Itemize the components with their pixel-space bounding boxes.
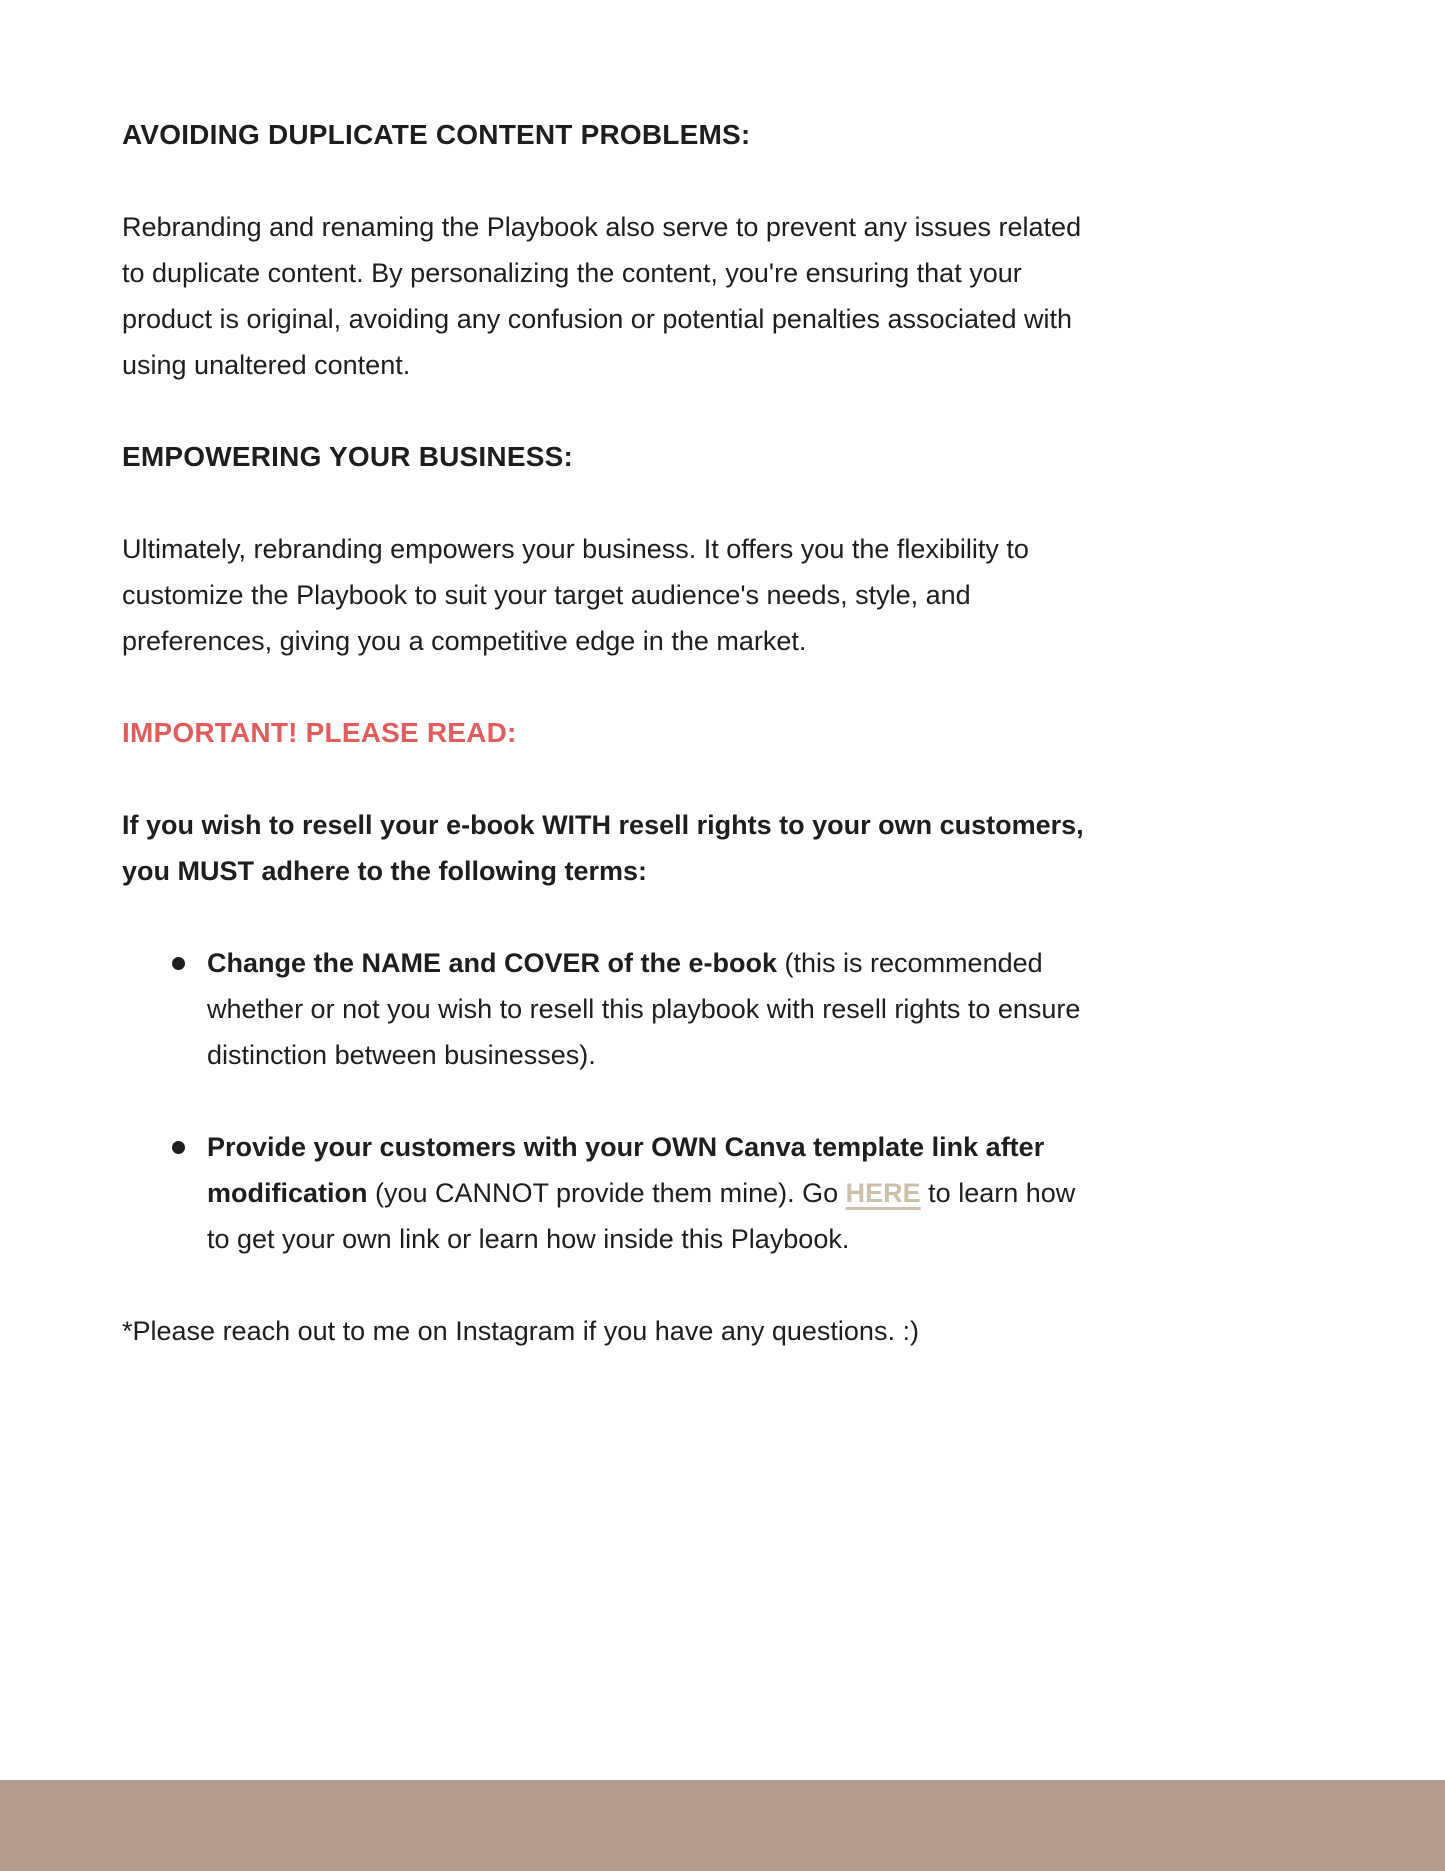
paragraph-duplicate-content: Rebranding and renaming the Playbook also serve to prevent any issues related to duplicate content. By personalizing the content, you're ensuring that your product is original, avoiding any confusion or potential penalties associated with using unaltered content.	[122, 212, 1082, 380]
paragraph-instagram-note: *Please reach out to me on Instagram if you have any questions. :)	[122, 1316, 919, 1346]
bullet-dot-icon	[172, 1141, 185, 1154]
bullet-1-bold-text: Change the NAME and COVER of the e-book	[207, 948, 778, 978]
bullet-2-bold-text: Provide your customers with your OWN Canva template link after modification	[207, 1132, 1045, 1208]
list-item	[172, 1124, 1094, 1262]
resell-terms-list	[122, 940, 1094, 1262]
list-item	[172, 940, 1094, 1078]
bullet-2-tail-text: to learn how to get your own link or learn how inside this Playbook.	[207, 1178, 1076, 1254]
footer-bar	[0, 1780, 1445, 1871]
bullet-dot-icon	[172, 957, 185, 970]
heading-important-please-read: IMPORTANT! PLEASE READ:	[122, 717, 517, 748]
bullet-1-rest-text: (this is recommended whether or not you wish to resell this playbook with resell rights to ensure distinction between businesses).	[207, 948, 1081, 1070]
page-content	[122, 112, 1094, 1400]
bullet-2-mid-text: (you CANNOT provide them mine). Go	[367, 1178, 846, 1208]
heading-avoiding-duplicate-content: AVOIDING DUPLICATE CONTENT PROBLEMS:	[122, 119, 751, 150]
paragraph-resell-terms-intro: If you wish to resell your e-book WITH resell rights to your own customers, you MUST adhere to the following terms:	[122, 810, 1084, 886]
paragraph-empowering-business: Ultimately, rebranding empowers your business. It offers you the flexibility to customize the Playbook to suit your target audience's needs, style, and preferences, giving you a competitive edge in the market.	[122, 534, 1029, 656]
heading-empowering-business: EMPOWERING YOUR BUSINESS:	[122, 441, 573, 472]
here-link[interactable]: HERE	[845, 1178, 921, 1208]
